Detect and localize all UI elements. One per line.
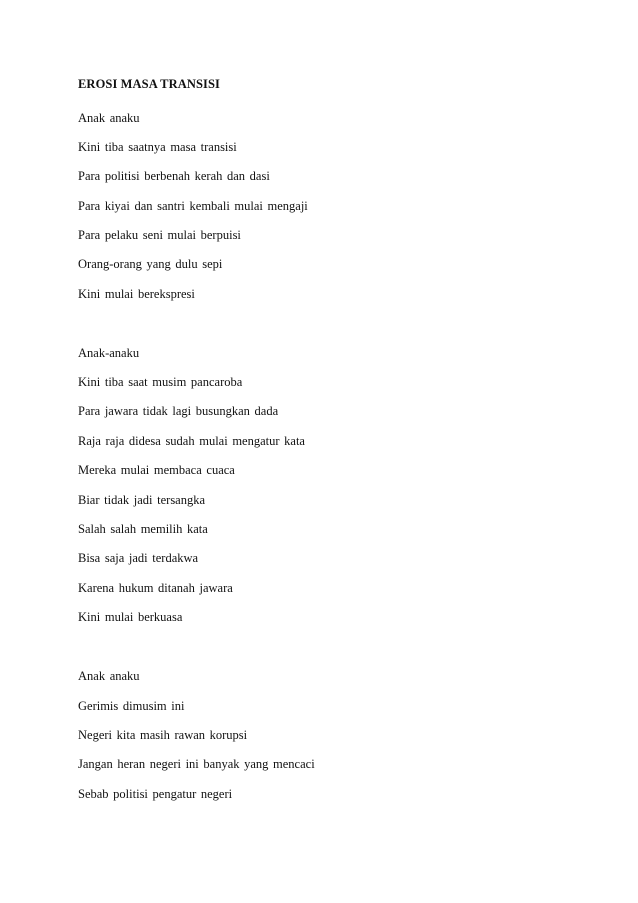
poem-line: Anak-anaku xyxy=(78,346,140,360)
poem-line: Anak anaku xyxy=(78,111,140,125)
poem-line: Kini tiba saatnya masa transisi xyxy=(78,140,237,154)
poem-line: Jangan heran negeri ini banyak yang mencaci xyxy=(78,757,315,771)
poem-line: Karena hukum ditanah jawara xyxy=(78,581,233,595)
poem-line: Bisa saja jadi terdakwa xyxy=(78,551,199,565)
poem-line: Anak anaku xyxy=(78,669,140,683)
poem-line: Kini tiba saat musim pancaroba xyxy=(78,375,243,389)
document-page xyxy=(78,0,598,903)
poem-line: Raja raja didesa sudah mulai mengatur kata xyxy=(78,434,305,448)
poem-line: Sebab politisi pengatur negeri xyxy=(78,787,233,801)
poem-line: Gerimis dimusim ini xyxy=(78,699,185,713)
poem-line: Biar tidak jadi tersangka xyxy=(78,493,206,507)
poem-line: Salah salah memilih kata xyxy=(78,522,208,536)
poem-line: Para jawara tidak lagi busungkan dada xyxy=(78,404,279,418)
poem-line: Orang-orang yang dulu sepi xyxy=(78,257,223,271)
poem-line: Para politisi berbenah kerah dan dasi xyxy=(78,169,270,183)
poem-line: Kini mulai berkuasa xyxy=(78,610,183,624)
poem-line: Mereka mulai membaca cuaca xyxy=(78,463,235,477)
poem-line: Para pelaku seni mulai berpuisi xyxy=(78,228,241,242)
poem-line: Para kiyai dan santri kembali mulai mengaji xyxy=(78,199,308,213)
poem-line: Kini mulai berekspresi xyxy=(78,287,195,301)
poem-title: EROSI MASA TRANSISI xyxy=(78,77,220,91)
poem-line: Negeri kita masih rawan korupsi xyxy=(78,728,248,742)
